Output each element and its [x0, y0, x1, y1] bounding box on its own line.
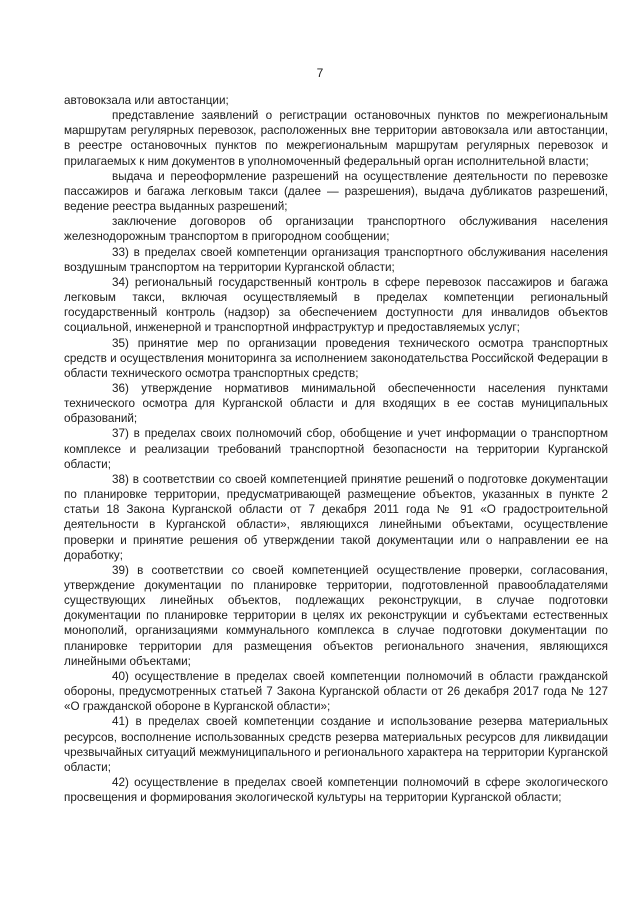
paragraph-item-38: 38) в соответствии со своей компетенцией принятие решений о подготовке документации по планировке территории, предусматривающей размещение объектов, указанных в пункте 2 статьи 18 Закона Курганской области от 7 декабря 2011 года № 91 «О градостроительной деятельности в Курганской области», являющихся линейными объектами, осуществление проверки и принятие решения об утверждении такой документации или о направлении ее на доработку;	[64, 472, 608, 562]
paragraph-item-37: 37) в пределах своих полномочий сбор, обобщение и учет информации о транспортном комплексе и реализации требований транспортной безопасности на территории Курганской области;	[64, 427, 608, 471]
paragraph-3: выдача и переоформление разрешений на осуществление деятельности по перевозке пассажиров и багажа легковым такси (далее — разрешения), выдача дубликатов разрешений, ведение реестра выданных разрешений;	[64, 169, 608, 214]
paragraph-2: представление заявлений о регистрации остановочных пунктов по межрегиональным маршрутам регулярных перевозок, расположенных вне территории автовокзала или автостанции, в реестре остановочных пунктов по межрегиональным маршрутам регулярных перевозок и прилагаемых к ним документов в уполномоченный федеральный орган исполнительной власти;	[64, 109, 608, 168]
paragraph-item-33: 33) в пределах своей компетенции организация транспортного обслуживания населения воздушным транспортом на территории Курганской области;	[64, 245, 608, 274]
paragraph-item-34: 34) региональный государственный контроль в сфере перевозок пассажиров и багажа легковым такси, включая осуществляемый в пределах компетенции региональный государственный контроль (надзор) за обеспечением доступности для инвалидов объектов социальной, инженерной и транспортной инфраструктур и предоставляемых услуг;	[64, 275, 608, 335]
paragraph-item-39: 39) в соответствии со своей компетенцией осуществление проверки, согласования, утверждение документации по планировке территории, подготовленной правообладателями существующих линейных объектов, подлежащих реконструкции, в случае подготовки документации по планировке территории в целях их реконструкции и субъектами естественных монополий, организациями коммунального комплекса в случае подготовки документации по планировке территории для размещения объектов регионального значения, являющихся линейными объектами;	[64, 563, 608, 668]
paragraph-4: заключение договоров об организации транспортного обслуживания населения железнодорожным транспортом в пригородном сообщении;	[64, 215, 608, 244]
paragraph-item-42: 42) осуществление в пределах своей компетенции полномочий в сфере экологического просвещения и формирования экологической культуры на территории Курганской области;	[64, 776, 608, 805]
paragraph-item-40: 40) осуществление в пределах своей компетенции полномочий в области гражданской обороны, предусмотренных статьей 7 Закона Курганской области от 26 декабря 2017 года № 127 «О гражданской обороне в Курганской области»;	[64, 669, 608, 714]
paragraph-item-41: 41) в пределах своей компетенции создание и использование резерва материальных ресурсов, восполнение использованных средств резерва материальных ресурсов для ликвидации чрезвычайных ситуаций межмуниципального и регионального характера на территории Курганской области;	[64, 715, 608, 774]
paragraph-item-36: 36) утверждение нормативов минимальной обеспеченности населения пунктами технического осмотра для Курганской области и для входящих в ее состав муниципальных образований;	[64, 381, 608, 426]
document-body	[64, 93, 608, 805]
paragraph-item-35: 35) принятие мер по организации проведения технического осмотра транспортных средств и осуществления мониторинга за исполнением законодательства Российской Федерации в области технического осмотра транспортных средств;	[64, 336, 608, 380]
paragraph-1: автовокзала или автостанции;	[64, 94, 229, 107]
page-number: 7	[316, 66, 324, 80]
